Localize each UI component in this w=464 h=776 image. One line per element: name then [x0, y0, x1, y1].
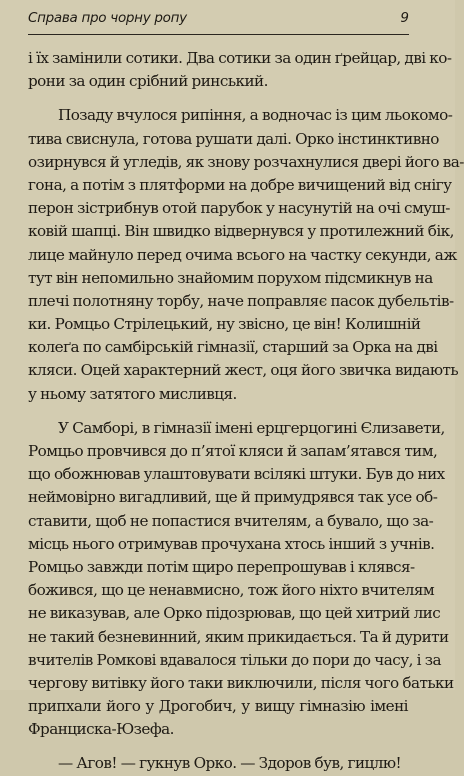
text-line: не такий безневинний, яким прикидається. Та й дурити — [28, 627, 449, 646]
paragraph — [28, 417, 454, 742]
text-line: Ромцьо завжди потім щиро перепрошував і клявся- — [28, 557, 415, 576]
text-line: божився, що це ненавмисно, тож його ніхто вчителям — [28, 581, 435, 600]
paragraph — [28, 752, 408, 775]
text-line: припхали його у Дрогобич, у вищу гімназію імені — [28, 697, 408, 716]
text-line: плечі полотняну торбу, наче поправляє пасок дубельтів- — [28, 291, 454, 310]
text-line: що обожнював улаштовувати всілякі штуки. Був до них — [28, 465, 445, 484]
running-title: Справа про чорну ропу — [28, 10, 187, 26]
text-line: тут він непомильно знайомим порухом підсмикнув на — [28, 268, 433, 287]
text-line: Франциска-Юзефа. — [28, 720, 174, 739]
text-line: і їх замінили сотики. Два сотики за один ґрейцар, дві ко- — [28, 49, 452, 67]
paragraph-gap — [28, 406, 408, 417]
text-line: колеґа по самбірській гімназії, старший за Орка на дві — [28, 338, 438, 357]
text-line: кляси. Оцей характерний жест, оця його звичка видають — [28, 361, 459, 380]
text-line: — Агов! — гукнув Орко. — Здоров був, гицлю! — [58, 754, 402, 773]
text-line: перон зістрибнув отой парубок у насунутій на очі смуш- — [28, 199, 450, 218]
text-line: гона, а потім з плятформи на добре вичищений від снігу — [28, 175, 452, 194]
running-head — [28, 10, 409, 32]
text-line: У Самборі, в гімназії імені ерцгерцогині Єлизавети, — [58, 418, 445, 437]
text-line: рони за один срібний ринський. — [28, 72, 268, 91]
page-number: 9 — [400, 10, 409, 26]
text-line: місць нього отримував прочухана хтось інший з учнів. — [28, 534, 435, 553]
text-line: лице майнуло перед очима всього на частку секунди, аж — [28, 245, 457, 264]
text-line: чергову витівку його таки виключили, після чого батьки — [28, 673, 454, 692]
text-line: у ньому затятого мисливця. — [28, 384, 237, 403]
text-line: ки. Ромцьо Стрілецький, ну звісно, це він! Колишній — [28, 315, 421, 334]
text-line: тива свиснула, готова рушати далі. Орко інстинктивно — [28, 129, 439, 148]
paragraph-gap — [28, 93, 408, 104]
paragraph — [28, 47, 452, 93]
text-line: вчителів Ромкові вдавалося тільки до пори до часу, і за — [28, 650, 441, 669]
text-line: озирнувся й угледів, як знову розчахнулися двері його ва- — [28, 152, 464, 171]
text-line: Позаду вчулося рипіння, а водночас із цим льокомо- — [58, 106, 453, 125]
paragraph — [28, 104, 464, 405]
paragraph-gap — [28, 741, 408, 752]
header-rule — [28, 34, 409, 35]
text-line: неймовірно вигадливий, ще й примудрявся так усе об- — [28, 488, 438, 507]
text-line: ковій шапці. Він швидко відвернувся у протилежний бік, — [28, 222, 454, 241]
text-body — [28, 47, 464, 776]
text-line: Ромцьо провчився до п’ятої кляси й запам’ятався тим, — [28, 442, 438, 460]
text-line: не виказував, але Орко підозрював, що цей хитрий лис — [28, 604, 441, 623]
text-line: ставити, щоб не попастися вчителям, а бувало, що за- — [28, 511, 434, 530]
